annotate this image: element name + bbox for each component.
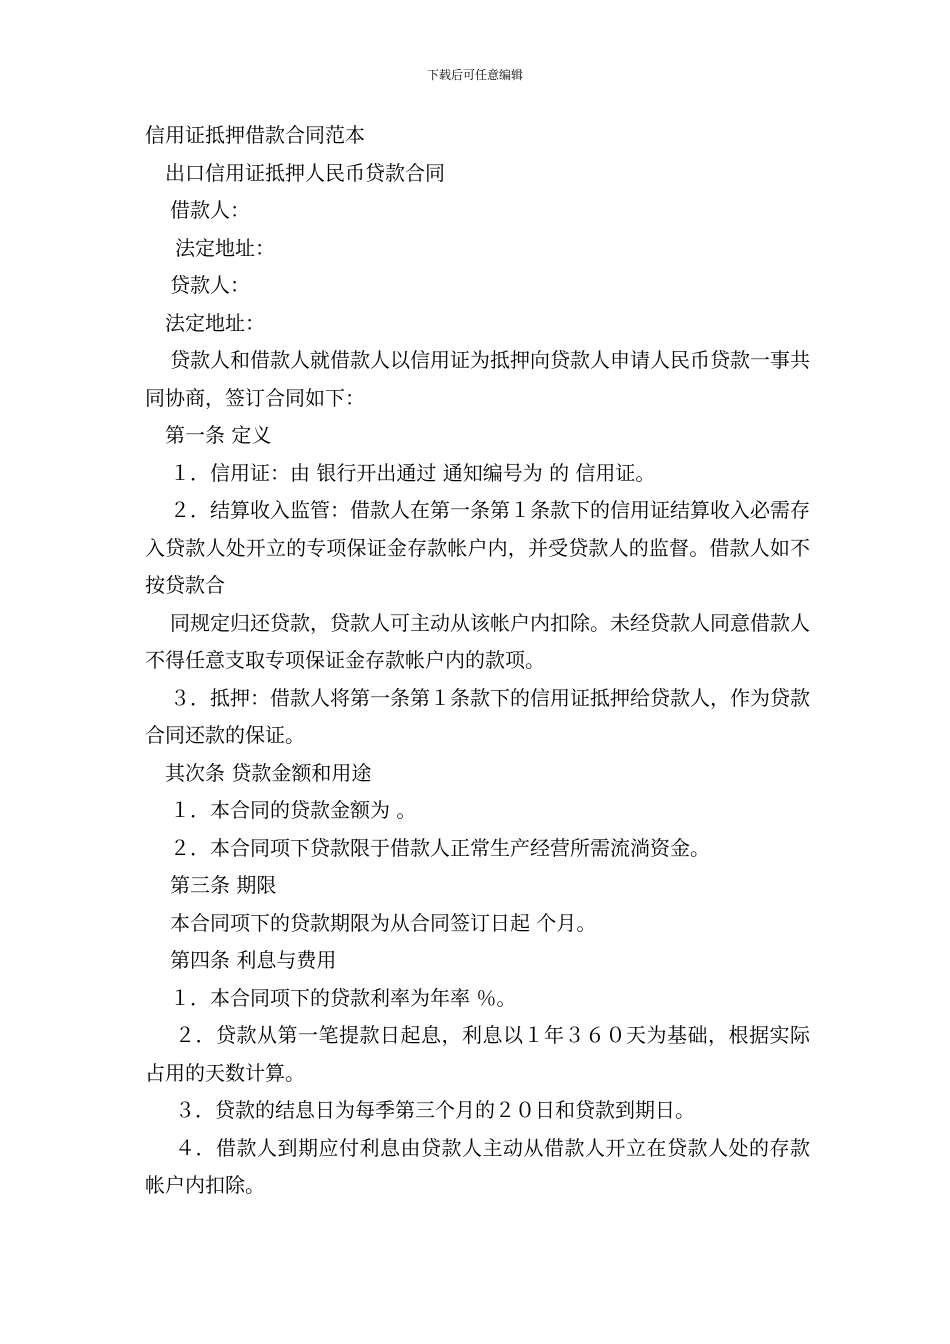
- article2-item2: ２．本合同项下贷款限于借款人正常生产经营所需流淌资金。: [170, 835, 710, 860]
- intro-paragraph: 贷款人和借款人就借款人以信用证为抵押向贷款人申请人民币贷款一事共同协商，签订合同如下：: [145, 348, 810, 410]
- article1-item1: １．信用证：由 银行开出通过 通知编号为 的 信用证。: [170, 460, 656, 485]
- article1-heading: 第一条 定义: [165, 423, 272, 447]
- article4-item4: ４．借款人到期应付利息由贷款人主动从借款人开立在贷款人处的存款帐户内扣除。: [145, 1135, 810, 1197]
- document-body: [145, 117, 810, 1205]
- article4-heading: 第四条 利息与费用: [170, 948, 337, 972]
- article4-item1: １．本合同项下的贷款利率为年率 ％。: [170, 985, 517, 1010]
- contract-subtitle: 出口信用证抵押人民币贷款合同: [165, 160, 445, 185]
- borrower-field: 借款人：: [170, 198, 250, 222]
- lender-address-field: 法定地址：: [165, 310, 265, 335]
- page-header: 下载后可任意编辑: [426, 68, 523, 82]
- article3-text: 本合同项下的贷款期限为从合同签订日起 个月。: [170, 910, 597, 935]
- borrower-address-field: 法定地址：: [175, 235, 275, 260]
- document-title: 信用证抵押借款合同范本: [145, 123, 365, 147]
- article1-item2-part2: 同规定归还贷款，贷款人可主动从该帐户内扣除。未经贷款人同意借款人不得任意支取专项保证金存款帐户内的款项。: [145, 610, 810, 672]
- lender-field: 贷款人：: [170, 273, 250, 297]
- article4-item3: ３．贷款的结息日为每季第三个月的２０日和贷款到期日。: [175, 1098, 695, 1122]
- article2-heading: 其次条 贷款金额和用途: [165, 760, 372, 785]
- article4-item2: ２．贷款从第一笔提款日起息，利息以１年３６０天为基础，根据实际占用的天数计算。: [145, 1023, 810, 1085]
- article1-item3: ３．抵押：借款人将第一条第１条款下的信用证抵押给贷款人，作为贷款合同还款的保证。: [145, 685, 810, 747]
- article3-heading: 第三条 期限: [170, 873, 277, 897]
- article2-item1: １．本合同的贷款金额为 。: [170, 798, 417, 822]
- article1-item2-part1: ２．结算收入监管：借款人在第一条第１条款下的信用证结算收入必需存入贷款人处开立的专项保证金存款帐户内，并受贷款人的监督。借款人如不按贷款合: [145, 498, 810, 597]
